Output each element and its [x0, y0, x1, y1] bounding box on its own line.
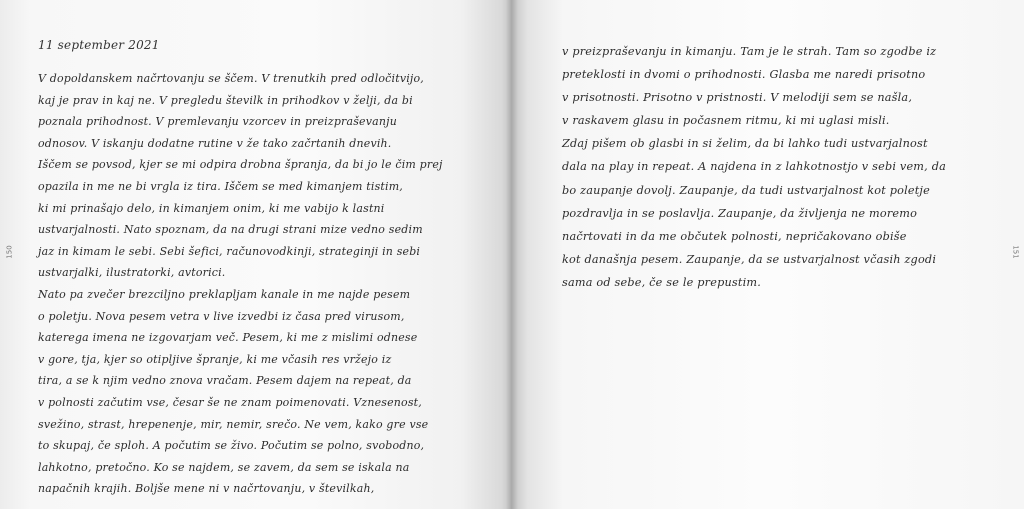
text-line: napačnih krajih. Boljše mene ni v načrtovanju, v številkah,: [38, 481, 375, 496]
text-line: v gore, tja, kjer so otipljive špranje, ki me včasih res vržejo iz: [38, 351, 392, 366]
text-line: kaj je prav in kaj ne. V pregledu številk in prihodkov v želji, da bi: [38, 92, 413, 107]
text-line: Nato pa zvečer brezciljno preklapljam kanale in me najde pesem: [38, 286, 411, 301]
right-page-number: 151: [1011, 245, 1020, 259]
right-page: [512, 0, 1024, 509]
text-line: jaz in kimam le sebi. Sebi šefici, računovodkinji, strateginji in sebi: [38, 243, 421, 258]
text-line: preteklosti in dvomi o prihodnosti. Glasba me naredi prisotno: [562, 67, 926, 82]
left-page-text: [38, 68, 512, 500]
text-line: bo zaupanje dovolj. Zaupanje, da tudi ustvarjalnost kot poletje: [562, 182, 930, 197]
text-line: v polnosti začutim vse, česar še ne znam poimenovati. Vznesenost,: [38, 394, 422, 409]
book-gutter-shadow: [506, 0, 518, 509]
text-line: Zdaj pišem ob glasbi in si želim, da bi lahko tudi ustvarjalnost: [562, 136, 928, 151]
text-line: lahkotno, pretočno. Ko se najdem, se zavem, da sem se iskala na: [38, 459, 410, 474]
text-line: v raskavem glasu in počasnem ritmu, ki mi uglasi misli.: [562, 113, 890, 128]
text-line: kot današnja pesem. Zaupanje, da se ustvarjalnost včasih zgodi: [562, 251, 937, 266]
text-line: odnosov. V iskanju dodatne rutine v že tako začrtanih dnevih.: [38, 135, 392, 150]
text-line: v prisotnosti. Prisotno v pristnosti. V melodiji sem se našla,: [562, 90, 913, 105]
text-line: tira, a se k njim vedno znova vračam. Pesem dajem na repeat, da: [38, 373, 412, 388]
text-line: Iščem se povsod, kjer se mi odpira drobna špranja, da bi jo le čim prej: [38, 157, 443, 172]
text-line: opazila in me ne bi vrgla iz tira. Iščem se med kimanjem tistim,: [38, 178, 403, 193]
text-line: to skupaj, če sploh. A počutim se živo. Počutim se polno, svobodno,: [38, 438, 425, 453]
text-line: načrtovati in da me občutek polnosti, nepričakovano obiše: [562, 228, 907, 243]
text-line: o poletju. Nova pesem vetra v live izvedbi iz časa pred virusom,: [38, 308, 405, 323]
text-line: ustvarjalki, ilustratorki, avtorici.: [38, 265, 226, 280]
text-line: katerega imena ne izgovarjam več. Pesem, ki me z mislimi odnese: [38, 330, 418, 345]
text-line: ki mi prinašajo delo, in kimanjem onim, ki me vabijo k lastni: [38, 200, 385, 215]
text-line: ustvarjalnosti. Nato spoznam, da na drugi strani mize vedno sedim: [38, 222, 423, 237]
text-line: dala na play in repeat. A najdena in z lahkotnostjo v sebi vem, da: [562, 159, 947, 174]
entry-date: 11 september 2021: [38, 38, 160, 52]
right-page-text: [562, 40, 1024, 294]
text-line: poznala prihodnost. V premlevanju vzorcev in preizpraševanju: [38, 114, 397, 129]
text-line: pozdravlja in se poslavlja. Zaupanje, da življenja ne moremo: [562, 205, 918, 220]
text-line: sama od sebe, če se le prepustim.: [562, 274, 762, 289]
text-line: v preizpraševanju in kimanju. Tam je le strah. Tam so zgodbe iz: [562, 44, 937, 58]
left-page-number: 150: [5, 245, 14, 259]
text-line: svežino, strast, hrepenenje, mir, nemir, srečo. Ne vem, kako gre vse: [38, 416, 429, 431]
text-line: V dopoldanskem načrtovanju se ščem. V trenutkih pred odločitvijo,: [38, 71, 424, 85]
